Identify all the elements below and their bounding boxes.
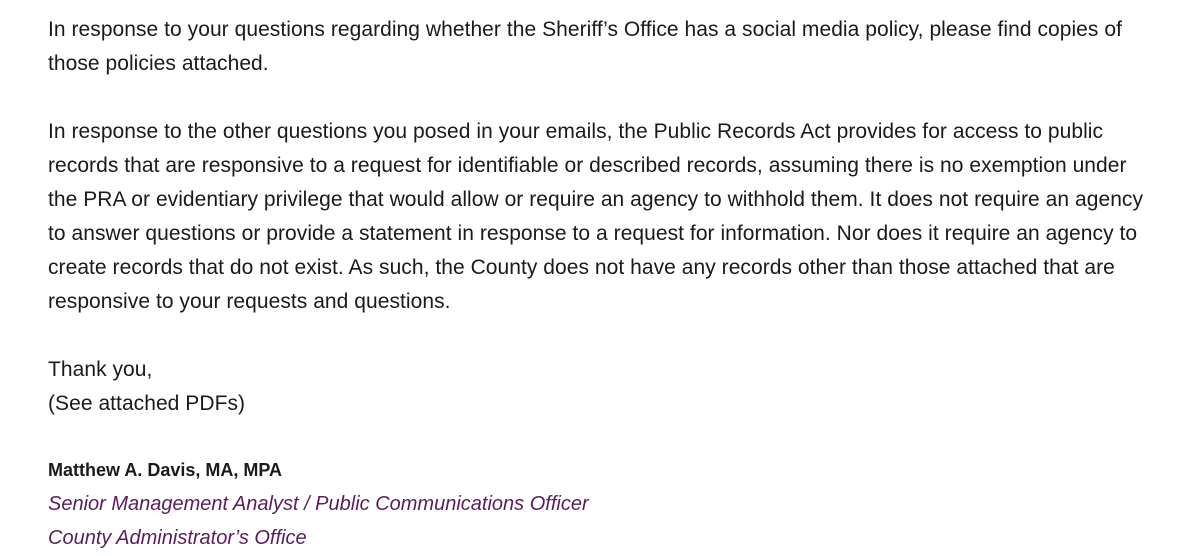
paragraph-public-records-act: In response to the other questions you posed in your emails, the Public Records Act provides for access to public records that are responsive to a request for identifiable or described records, assuming there is no exemption under the PRA or evidentiary privilege that would allow or require an agency to withhold them. It does not require an agency to answer questions or provide a statement in response to a request for information. Nor does it require an agency to create records that do not exist. As such, the County does not have any records other than those attached that are responsive to your requests and questions.	[48, 120, 1144, 313]
email-signature	[48, 453, 1200, 555]
signature-title: Senior Management Analyst / Public Communications Officer	[48, 493, 589, 515]
signature-name: Matthew A. Davis, MA, MPA	[48, 460, 283, 480]
paragraph-social-media-policy: In response to your questions regarding whether the Sheriff’s Office has a social media policy, please find copies of those policies attached.	[48, 18, 1122, 75]
attachment-note: (See attached PDFs)	[48, 392, 246, 415]
paragraph-spacer	[48, 319, 1200, 353]
signature-office: County Administrator’s Office	[48, 527, 307, 549]
paragraph-spacer	[48, 81, 1200, 115]
closing-text: Thank you,	[48, 358, 153, 381]
